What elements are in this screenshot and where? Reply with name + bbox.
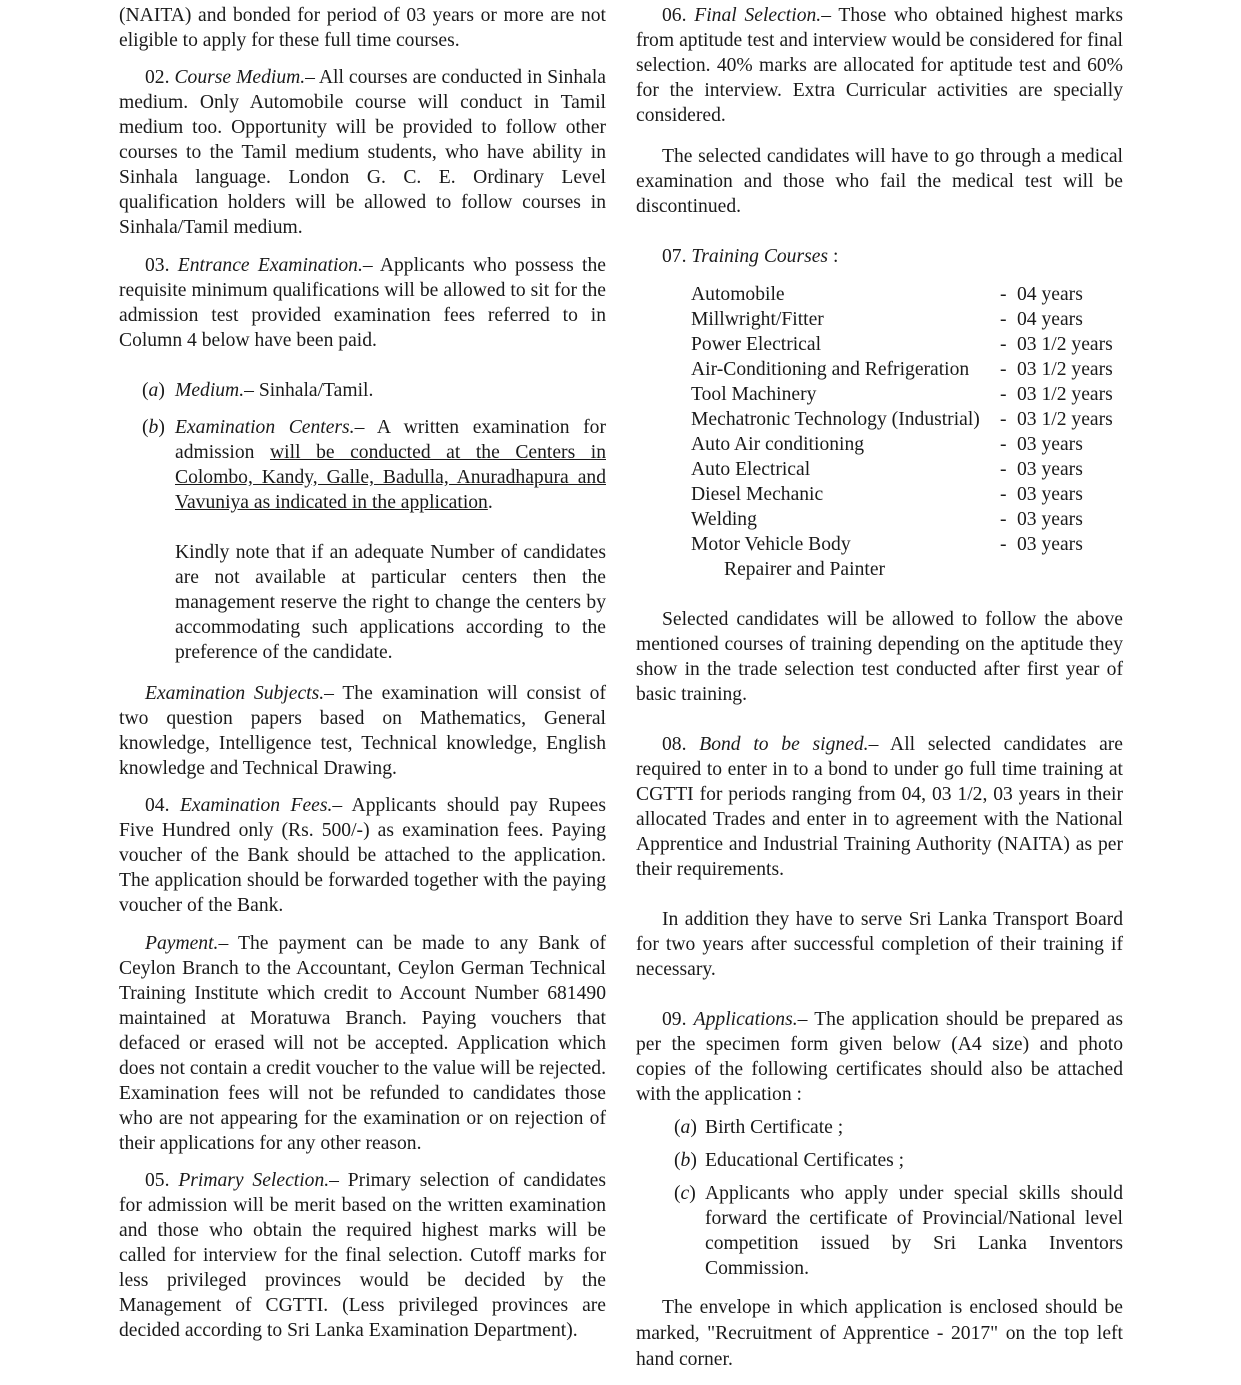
section-02-course-medium [119,65,606,240]
course-duration: 03 years [1017,484,1083,505]
course-duration: 03 1/2 years [1017,359,1113,380]
course-row [636,407,1123,432]
separator: - [1000,409,1007,430]
course-name: Auto Electrical [691,459,811,480]
course-name: Automobile [691,284,785,305]
section-03-entrance-examination [119,253,606,353]
course-duration: 03 years [1017,534,1083,555]
separator: - [1000,334,1007,355]
section-title: Applications. [693,1009,798,1030]
right-column [636,3,1123,1373]
section-title: Training Courses [691,246,829,267]
period: . [487,492,493,513]
section-text: The application should be prepared as per the specimen form given below (A4 size) and photo copies of the following certificates should also be attached with the application : [636,1009,1124,1105]
colon: : [828,246,839,267]
dash: – [797,1009,815,1030]
dash: – [332,795,352,816]
course-name: Auto Air conditioning [691,434,865,455]
separator: - [1000,459,1007,480]
payment-paragraph [119,931,606,1156]
section-text: Applicants who possess the requisite minimum qualifications will be allowed to sit for the admission test provided examination fees referred to in Column 4 below have been paid. [119,255,606,351]
course-duration: 03 years [1017,509,1083,530]
section-number: 08. [662,734,687,755]
section-07-training-courses [636,244,1123,269]
dash: – [305,67,319,88]
section-09-applications [636,1007,1123,1107]
item-text: Sinhala/Tamil. [258,380,374,401]
course-duration: 03 1/2 years [1017,409,1113,430]
dash: – [324,683,343,704]
item-label: (a) [674,1117,697,1138]
course-row [636,332,1123,357]
section-text: The payment can be made to any Bank of Ceylon Branch to the Accountant, Ceylon German Technical Training Institute which credit to Account Number 681490 maintained at Moratuwa Branch. Paying vouchers that defaced or erased will not be accepted. Application which does not contain a credit voucher to the value will be rejected. Examination fees will not be refunded to candidates those who are not appearing for the examination or on rejection of their applications for any other reason. [119,933,607,1154]
medical-paragraph: The selected candidates will have to go through a medical examination and those who fail the medical test will be discontinued. [636,146,1123,217]
list-item-examination-centers [119,415,606,515]
dash: – [244,380,259,401]
section-number: 07. [662,246,687,267]
course-duration: 03 years [1017,459,1083,480]
section-06-final-selection [636,3,1123,128]
examination-centers-note [119,540,606,665]
course-name: Mechatronic Technology (Industrial) [691,409,980,430]
course-name: Millwright/Fitter [691,309,824,330]
section-number: 04. [145,795,170,816]
separator: - [1000,509,1007,530]
course-name: Power Electrical [691,334,822,355]
section-text: All selected candidates are required to enter in to a bond to under go full time training at CGTTI for periods ranging from 04, 03 1/2, 03 years in their allocated Trades and enter in to agreement with the National Apprentice and Industrial Training Authority (NAITA) as per their requirements. [636,734,1123,880]
note-text: Kindly note that if an adequate Number of candidates are not available at particular centers then the management reserve the right to change the centers by accommodating such applications according to the preference of the candidate. [175,542,606,663]
course-row [636,432,1123,457]
section-number: 02. [145,67,170,88]
course-row [636,307,1123,332]
course-name: Welding [691,509,757,530]
course-name: Motor Vehicle Body [691,534,851,555]
section-title: Course Medium. [174,67,306,88]
section-title: Bond to be signed. [699,734,869,755]
course-name-continuation: Repairer and Painter [724,559,886,580]
list-item-medium [119,378,606,403]
course-duration: 04 years [1017,284,1083,305]
section-title: Payment. [145,933,219,954]
section-title: Final Selection. [694,5,822,26]
item-title: Medium. [175,380,245,401]
course-duration: 03 1/2 years [1017,334,1113,355]
item-label: (b) [674,1150,697,1171]
item-label: (c) [674,1183,696,1204]
item-text: Educational Certificates ; [705,1150,905,1171]
separator: - [1000,434,1007,455]
section-number: 09. [662,1009,687,1030]
attachment-item [636,1148,1123,1173]
course-row [636,482,1123,507]
separator: - [1000,484,1007,505]
section-text: All courses are conducted in Sinhala medium. Only Automobile course will conduct in Tamil medium too. Opportunity will be provided to follow other courses to the Tamil medium students, who have ability in Sinhala language. London G. C. E. Ordinary Level qualification holders will be allowed to follow courses in Sinhala/Tamil medium. [119,67,606,238]
item-title: Examination Centers. [175,417,355,438]
dash: – [821,5,839,26]
selected-candidates-paragraph: Selected candidates will be allowed to follow the above mentioned courses of training depending on the aptitude they show in the trade selection test conducted after first year of basic training. [636,609,1123,705]
course-row [636,282,1123,307]
course-row [636,507,1123,532]
section-text: The examination will consist of two question papers based on Mathematics, General knowledge, Intelligence test, Technical knowledge, English knowledge and Technical Drawing. [119,683,607,779]
underlined-text: will be conducted at the Centers in Colombo, Kandy, Galle, Badulla, Anuradhapura and Vavuniya as indicated in the application [175,442,606,513]
course-duration: 03 years [1017,434,1083,455]
item-text: Applicants who apply under special skills should forward the certificate of Provincial/National level competition issued by Sri Lanka Inventors Commission. [705,1183,1123,1279]
examination-subjects [119,681,606,781]
section-text: Those who obtained highest marks from aptitude test and interview would be considered for final selection. 40% marks are allocated for aptitude test and 60% for the interview. Extra Curricular activities are specially considered. [636,5,1123,126]
envelope-paragraph: The envelope in which application is enclosed should be marked, "Recruitment of Apprentice - 2017" on the top left hand corner. [636,1297,1123,1370]
transport-board-paragraph: In addition they have to serve Sri Lanka Transport Board for two years after successful completion of their training if necessary. [636,909,1123,980]
item-label: (b) [142,417,165,438]
section-number: 03. [145,255,170,276]
dash: – [868,734,891,755]
course-row [636,532,1123,557]
course-name: Air-Conditioning and Refrigeration [691,359,970,380]
section-text: Applicants should pay Rupees Five Hundred only (Rs. 500/-) as examination fees. Paying voucher of the Bank should be attached to the application. The application should be forwarded together with the paying voucher of the Bank. [119,795,606,916]
dash: – [329,1170,348,1191]
course-name: Tool Machinery [691,384,817,405]
course-duration: 03 1/2 years [1017,384,1113,405]
separator: - [1000,359,1007,380]
left-column [119,3,606,1343]
item-text: A written examination for admission [175,417,606,463]
separator: - [1000,534,1007,555]
section-number: 06. [662,5,687,26]
dash: – [362,255,380,276]
separator: - [1000,384,1007,405]
section-title: Entrance Examination. [177,255,363,276]
course-row [636,357,1123,382]
section-title: Primary Selection. [178,1170,330,1191]
attachment-item [636,1115,1123,1140]
section-08-bond [636,732,1123,882]
intro-paragraph: (NAITA) and bonded for period of 03 years or more are not eligible to apply for these full time courses. [119,5,606,51]
separator: - [1000,284,1007,305]
item-label: (a) [142,380,165,401]
section-04-examination-fees [119,793,606,918]
dash: – [354,417,377,438]
course-row [636,457,1123,482]
course-name: Diesel Mechanic [691,484,824,505]
section-title: Examination Fees. [179,795,333,816]
dash: – [218,933,238,954]
section-05-primary-selection [119,1168,606,1343]
section-text: Primary selection of candidates for admission will be merit based on the written examination and those who obtain the required highest marks will be called for interview for the final selection. Cutoff marks for less privileged provinces would be decided by the Management of CGTTI. (Less privileged provinces are decided according to Sri Lanka Examination Department). [119,1170,606,1341]
item-text: Birth Certificate ; [705,1117,844,1138]
attachment-item [636,1181,1123,1281]
course-duration: 04 years [1017,309,1083,330]
separator: - [1000,309,1007,330]
course-row [636,382,1123,407]
section-number: 05. [145,1170,170,1191]
section-title: Examination Subjects. [145,683,325,704]
courses-list [636,282,1123,582]
